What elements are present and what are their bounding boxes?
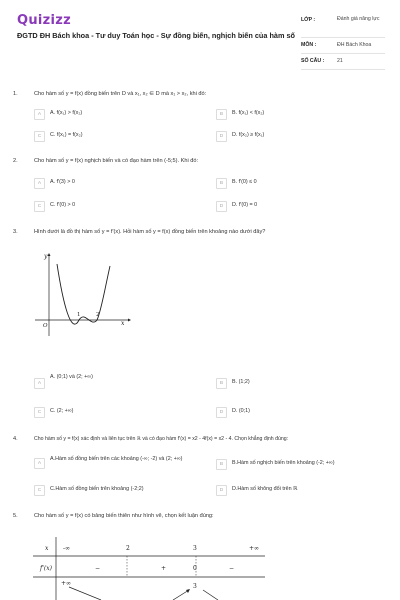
option-text: A. f(x₁) > f(x₂): [50, 110, 83, 116]
question-number: 4.: [13, 436, 18, 442]
q4-option-d[interactable]: [216, 485, 386, 496]
q1-option-a[interactable]: [34, 109, 184, 120]
question-text: Cho hàm số y = f(x) đồng biến trên D và x₁, x₂ ∈ D mà x₁ > x₂, khi đó:: [34, 91, 207, 97]
q4-option-b[interactable]: [216, 459, 386, 470]
option-letter-box: B: [216, 109, 227, 120]
question-text: Hình dưới là đồ thị hàm số y = f'(x). Hỏi hàm số y = f(x) đồng biến trên khoảng nào dưới đây?: [34, 229, 266, 235]
table-sign: 0: [193, 565, 197, 572]
option-letter-box: A: [34, 178, 45, 189]
q1-option-b[interactable]: [216, 109, 366, 120]
table-x-value: 3: [193, 545, 197, 552]
option-letter-box: A: [34, 378, 45, 389]
q1-option-c[interactable]: [34, 131, 184, 142]
option-text: C. f(x₁) = f(x₂): [50, 132, 83, 138]
option-text: A. (0;1) và (2; +∞): [50, 374, 93, 380]
meta-count-value: 21: [337, 58, 343, 64]
table-x-value: +∞: [249, 545, 260, 552]
option-letter-box: C: [34, 201, 45, 212]
option-text: B.Hàm số nghịch biến trên khoảng (-2; +∞): [232, 460, 335, 466]
question-number: 3.: [13, 229, 18, 235]
option-letter-box: A: [34, 109, 45, 120]
table-arrow-down: [69, 587, 101, 600]
x-axis-arrow: [128, 319, 131, 322]
origin-label: O: [43, 323, 48, 329]
meta-count-label: SỐ CÂU :: [301, 58, 325, 64]
option-text: C.Hàm số đồng biến trên khoảng (-2;2): [50, 486, 144, 492]
option-text: D. f(x₂) ≥ f(x₁): [232, 132, 265, 138]
meta-panel: [301, 14, 385, 70]
table-x-value: -∞: [63, 545, 71, 552]
meta-class-row: [301, 14, 385, 38]
meta-class-value: Đánh giá năng lực: [337, 16, 380, 22]
derivative-graph: [33, 248, 133, 338]
option-text: B. (1;2): [232, 379, 250, 385]
option-text: D. f'(0) = 0: [232, 202, 258, 208]
option-text: C. f'(0) > 0: [50, 202, 76, 208]
option-letter-box: D: [216, 201, 227, 212]
option-text: B. f'(0) ≤ 0: [232, 179, 257, 185]
question-number: 1.: [13, 91, 18, 97]
tick-label-1: 1: [77, 312, 81, 318]
q3-option-d[interactable]: [216, 407, 366, 418]
question-number: 2.: [13, 158, 18, 164]
option-letter-box: B: [216, 378, 227, 389]
option-letter-box: D: [216, 407, 227, 418]
q4-option-c[interactable]: [34, 485, 204, 496]
question-text: Cho hàm số y = f(x) xác định và liên tục trên ℝ và có đạo hàm f'(x) = x2 - 4f(x) = x2 - 4. Chọn khẳng định đúng:: [34, 436, 289, 442]
derivative-curve: [57, 264, 110, 324]
y-axis-arrow: [48, 253, 51, 256]
table-f-value: 3: [193, 583, 197, 590]
table-arrow-down: [203, 590, 218, 600]
table-sign: −: [229, 565, 235, 572]
variation-table: [33, 537, 265, 600]
table-sign: −: [95, 565, 101, 572]
q3-option-b[interactable]: [216, 378, 366, 389]
tick-label-2: 2: [96, 312, 100, 318]
table-fprime-label: f'(x): [40, 565, 52, 572]
option-text: D.Hàm số không đổi trên ℝ: [232, 486, 298, 492]
meta-subject-row: [301, 38, 385, 54]
q2-option-b[interactable]: [216, 178, 366, 189]
option-text: A. f'(3) > 0: [50, 179, 75, 185]
page-title: ĐGTD ĐH Bách khoa - Tư duy Toán học - Sự đồng biến, nghịch biến của hàm số: [17, 31, 295, 40]
table-arrowhead: [186, 589, 190, 593]
meta-subject-value: ĐH Bách Khoa: [337, 42, 372, 48]
option-letter-box: D: [216, 131, 227, 142]
question-text: Cho hàm số y = f(x) có bảng biến thiên như hình vẽ, chọn kết luận đúng:: [34, 513, 214, 519]
q3-option-a[interactable]: [34, 372, 184, 390]
option-text: B. f(x₁) < f(x₂): [232, 110, 265, 116]
question-text: Cho hàm số y = f(x) nghịch biến và có đạo hàm trên (-5;5). Khi đó:: [34, 158, 199, 164]
option-letter-box: B: [216, 459, 227, 470]
q3-option-c[interactable]: [34, 407, 184, 418]
option-letter-box: C: [34, 485, 45, 496]
q1-option-d[interactable]: [216, 131, 366, 142]
option-letter-box: C: [34, 131, 45, 142]
option-letter-box: C: [34, 407, 45, 418]
table-sign: +: [161, 565, 167, 572]
q2-option-c[interactable]: [34, 201, 184, 212]
q2-option-d[interactable]: [216, 201, 366, 212]
quizizz-logo: Quizizz: [17, 13, 72, 28]
table-arrow-up: [173, 590, 189, 600]
table-x-label: x: [45, 545, 49, 552]
meta-count-row: [301, 54, 385, 70]
x-axis-label: x: [121, 320, 125, 327]
q2-option-a[interactable]: [34, 178, 184, 189]
option-letter-box: B: [216, 178, 227, 189]
option-letter-box: D: [216, 485, 227, 496]
table-x-value: 2: [126, 545, 130, 552]
meta-subject-label: MÔN :: [301, 42, 317, 48]
option-text: A.Hàm số đồng biến trên các khoảng (-∞; -2) và (2; +∞): [50, 456, 183, 462]
table-f-value: +∞: [61, 580, 72, 587]
option-letter-box: A: [34, 458, 45, 469]
q4-option-a[interactable]: [34, 455, 206, 473]
question-number: 5.: [13, 513, 18, 519]
y-axis-label: y: [44, 253, 48, 260]
option-text: D. (0;1): [232, 408, 250, 414]
option-text: C. (2; +∞): [50, 408, 74, 414]
meta-class-label: LỚP :: [301, 17, 316, 23]
